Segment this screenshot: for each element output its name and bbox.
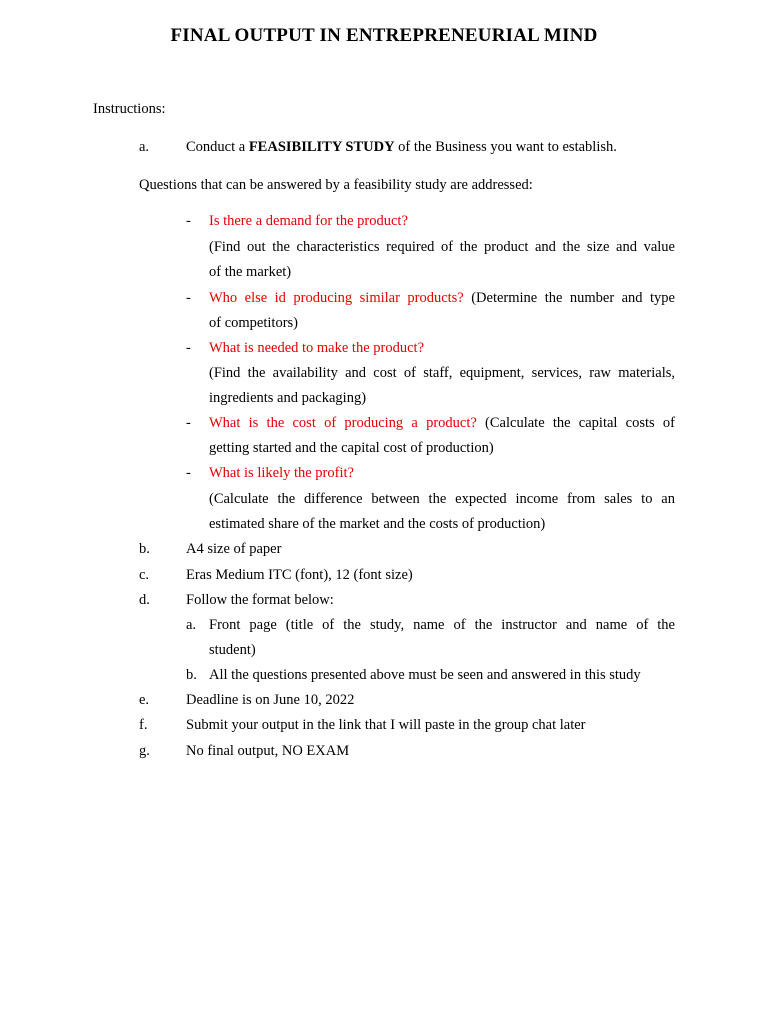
question-dash: - — [186, 213, 191, 229]
instructions-label: Instructions: — [93, 101, 166, 117]
question-2-line1 — [209, 290, 675, 307]
item-d-text: Follow the format below: — [186, 592, 334, 608]
question-4-line1 — [209, 415, 675, 432]
question-dash: - — [186, 290, 191, 306]
question-4-line1-text — [209, 415, 675, 432]
question-dash: - — [186, 340, 191, 356]
question-3-line1 — [209, 365, 675, 382]
item-f-letter: f. — [139, 717, 148, 733]
question-2-detail-2: of competitors) — [209, 315, 298, 331]
item-d-sub-a-text-1: Front page (title of the study, name of the instructor and name of the — [209, 617, 675, 633]
question-4-detail-1: (Calculate the capital costs of — [476, 415, 675, 431]
item-f-text: Submit your output in the link that I will paste in the group chat later — [186, 717, 586, 733]
question-2: Who else id producing similar products? — [209, 290, 464, 306]
questions-intro: Questions that can be answered by a feasibility study are addressed: — [139, 177, 533, 193]
question-5-line1 — [209, 491, 675, 508]
question-dash: - — [186, 465, 191, 481]
item-c-letter: c. — [139, 567, 150, 583]
item-d-sub-b-letter: b. — [186, 667, 197, 683]
question-2-detail-1: (Determine the number and type — [463, 290, 675, 306]
question-3: What is needed to make the product? — [209, 340, 425, 356]
question-1-detail-1: (Find out the characteristics required of the product and the size and value — [209, 239, 675, 255]
item-c-text: Eras Medium ITC (font), 12 (font size) — [186, 567, 413, 583]
question-1-line1 — [209, 239, 675, 256]
question-3-detail-2: ingredients and packaging) — [209, 390, 367, 406]
question-5-detail-2: estimated share of the market and the costs of production) — [209, 516, 546, 532]
item-e-letter: e. — [139, 692, 150, 708]
item-a-prefix: Conduct a — [186, 139, 249, 155]
question-2-line1-text — [209, 290, 675, 307]
item-d-sub-b-text: All the questions presented above must be seen and answered in this study — [209, 667, 641, 683]
item-e-text: Deadline is on June 10, 2022 — [186, 692, 355, 708]
question-1: Is there a demand for the product? — [209, 213, 408, 229]
item-a-text — [186, 139, 617, 156]
item-g-text: No final output, NO EXAM — [186, 743, 350, 759]
document-title: FINAL OUTPUT IN ENTREPRENEURIAL MIND — [170, 25, 598, 46]
question-4: What is the cost of producing a product? — [209, 415, 477, 431]
item-d-sub-a-text-2: student) — [209, 642, 256, 658]
question-3-detail-1: (Find the availability and cost of staff, equipment, services, raw materials, — [209, 365, 675, 381]
question-4-detail-2: getting started and the capital cost of production) — [209, 440, 494, 456]
item-a-letter: a. — [139, 139, 150, 155]
item-d-sub-a-letter: a. — [186, 617, 197, 633]
question-dash: - — [186, 415, 191, 431]
item-a-bold: FEASIBILITY STUDY — [248, 139, 395, 155]
item-a-suffix: of the Business you want to establish. — [394, 139, 617, 155]
item-b-letter: b. — [139, 541, 150, 557]
item-d-letter: d. — [139, 592, 150, 608]
question-5-detail-1: (Calculate the difference between the expected income from sales to an — [209, 491, 675, 507]
item-b-text: A4 size of paper — [186, 541, 282, 557]
item-d-sub-a-line1 — [209, 617, 675, 634]
item-g-letter: g. — [139, 743, 150, 759]
question-1-detail-2: of the market) — [209, 264, 292, 280]
question-5: What is likely the profit? — [209, 465, 354, 481]
